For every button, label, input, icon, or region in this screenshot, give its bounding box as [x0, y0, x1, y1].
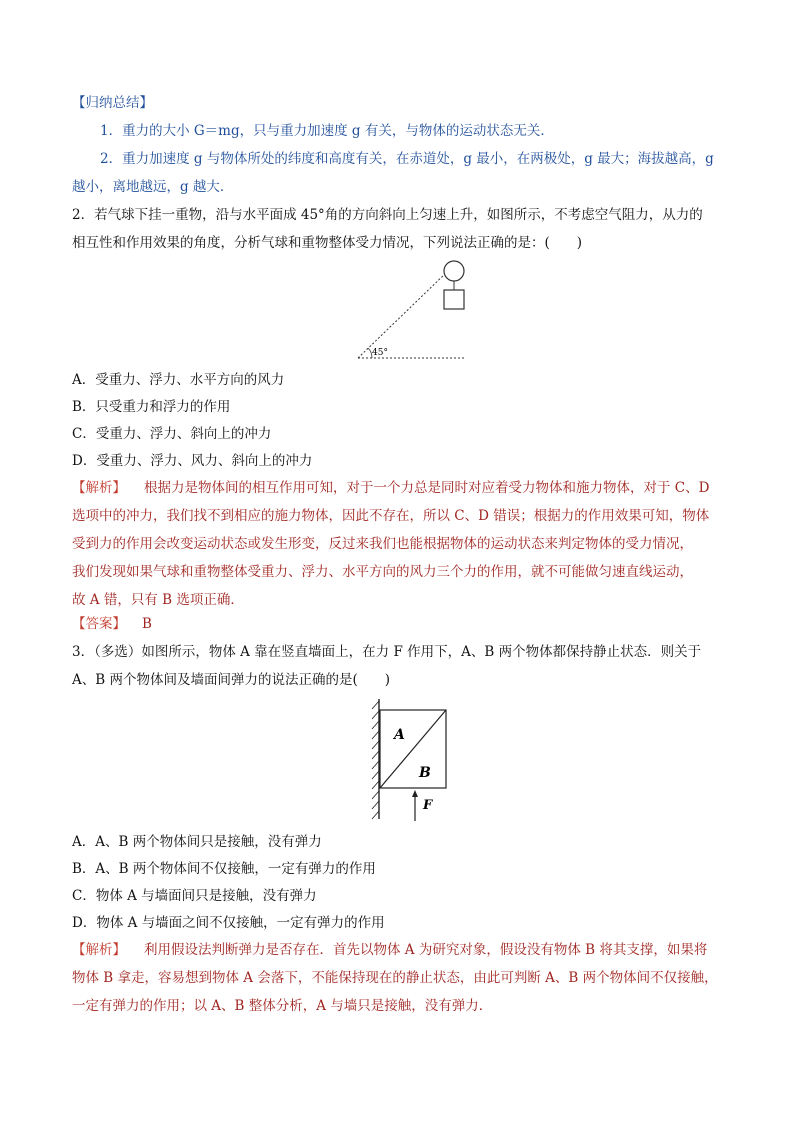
wall-hatching [372, 701, 379, 819]
angle-label: 45° [372, 348, 388, 358]
q2-answer-value: B [142, 616, 152, 632]
block-a-label: A [394, 727, 405, 743]
summary-item-2-line-2: 越小，离地越远，g 越大． [72, 179, 234, 195]
incline-dashed-line [358, 271, 448, 358]
q2-answer-tag: 【答案】 [72, 616, 126, 632]
q3-option-a: A．A、B 两个物体间只是接触，没有弹力 [72, 834, 322, 850]
q3-analysis-tag: 【解析】 [72, 942, 126, 958]
force-arrow-head [412, 790, 418, 797]
q2-balloon-figure [350, 255, 475, 365]
summary-item-1: 1．重力的大小 G＝mg，只与重力加速度 g 有关，与物体的运动状态无关． [100, 123, 554, 139]
q2-stem-line-2: 相互性和作用效果的角度，分析气球和重物整体受力情况，下列说法正确的是：( ) [72, 235, 583, 251]
balloon [444, 261, 464, 281]
q3-stem-line-2: A、B 两个物体间及墙面间弹力的说法正确的是( ) [72, 672, 390, 688]
q3-wall-blocks-figure [368, 697, 453, 822]
q3-option-d: D．物体 A 与墙面之间不仅接触，一定有弹力的作用 [72, 915, 385, 931]
q3-analysis-line-3: 一定有弹力的作用；以 A、B 整体分析，A 与墙只是接触，没有弹力． [72, 998, 493, 1014]
q2-analysis-line-4: 我们发现如果气球和重物整体受重力、浮力、水平方向的风力三个力的作用，就不可能做匀速直线运动， [72, 564, 693, 580]
q2-analysis-line-5: 故 A 错，只有 B 选项正确． [72, 592, 244, 608]
q2-option-d: D．受重力、浮力、风力、斜向上的冲力 [72, 453, 313, 469]
q3-analysis-line-2: 物体 B 拿走，容易想到物体 A 会落下，不能保持现在的静止状态，由此可判断 A、B 两个物体间不仅接触， [72, 970, 718, 986]
q2-stem-line-1: 2．若气球下挂一重物，沿与水平面成 45°角的方向斜向上匀速上升，如图所示，不考虑空气阻力，从力的 [72, 207, 703, 223]
q3-option-b: B．A、B 两个物体间不仅接触，一定有弹力的作用 [72, 861, 376, 877]
q3-option-c: C．物体 A 与墙面间只是接触，没有弹力 [72, 888, 317, 904]
q2-analysis-line-2: 选项中的冲力，我们找不到相应的施力物体，因此不存在，所以 C、D 错误；根据力的作用效果可知，物体 [72, 508, 710, 524]
q2-option-a: A．受重力、浮力、水平方向的风力 [72, 372, 285, 388]
q2-option-c: C．受重力、浮力、斜向上的冲力 [72, 426, 272, 442]
q3-analysis-line-1: 利用假设法判断弹力是否存在．首先以物体 A 为研究对象，假设没有物体 B 将其支撑，如果将 [144, 942, 708, 958]
summary-item-2-line-1: 2．重力加速度 g 与物体所处的纬度和高度有关，在赤道处，g 最小，在两极处，g 最大；海拔越高，g [100, 151, 714, 167]
q2-analysis-tag: 【解析】 [72, 480, 126, 496]
force-label: F [423, 798, 433, 813]
weight-box [444, 290, 464, 309]
q2-analysis-line-3: 受到力的作用会改变运动状态或发生形变，反过来我们也能根据物体的运动状态来判定物体的受力情况， [72, 536, 693, 552]
q3-stem-line-1: 3．（多选）如图所示，物体 A 靠在竖直墙面上，在力 F 作用下，A、B 两个物体都保持静止状态．则关于 [72, 644, 702, 660]
q2-analysis-line-1: 根据力是物体间的相互作用可知，对于一个力总是同时对应着受力物体和施力物体，对于 C、D [144, 480, 710, 496]
q2-option-b: B．只受重力和浮力的作用 [72, 399, 231, 415]
summary-heading: 【归纳总结】 [72, 95, 153, 111]
block-b-label: B [419, 765, 431, 781]
